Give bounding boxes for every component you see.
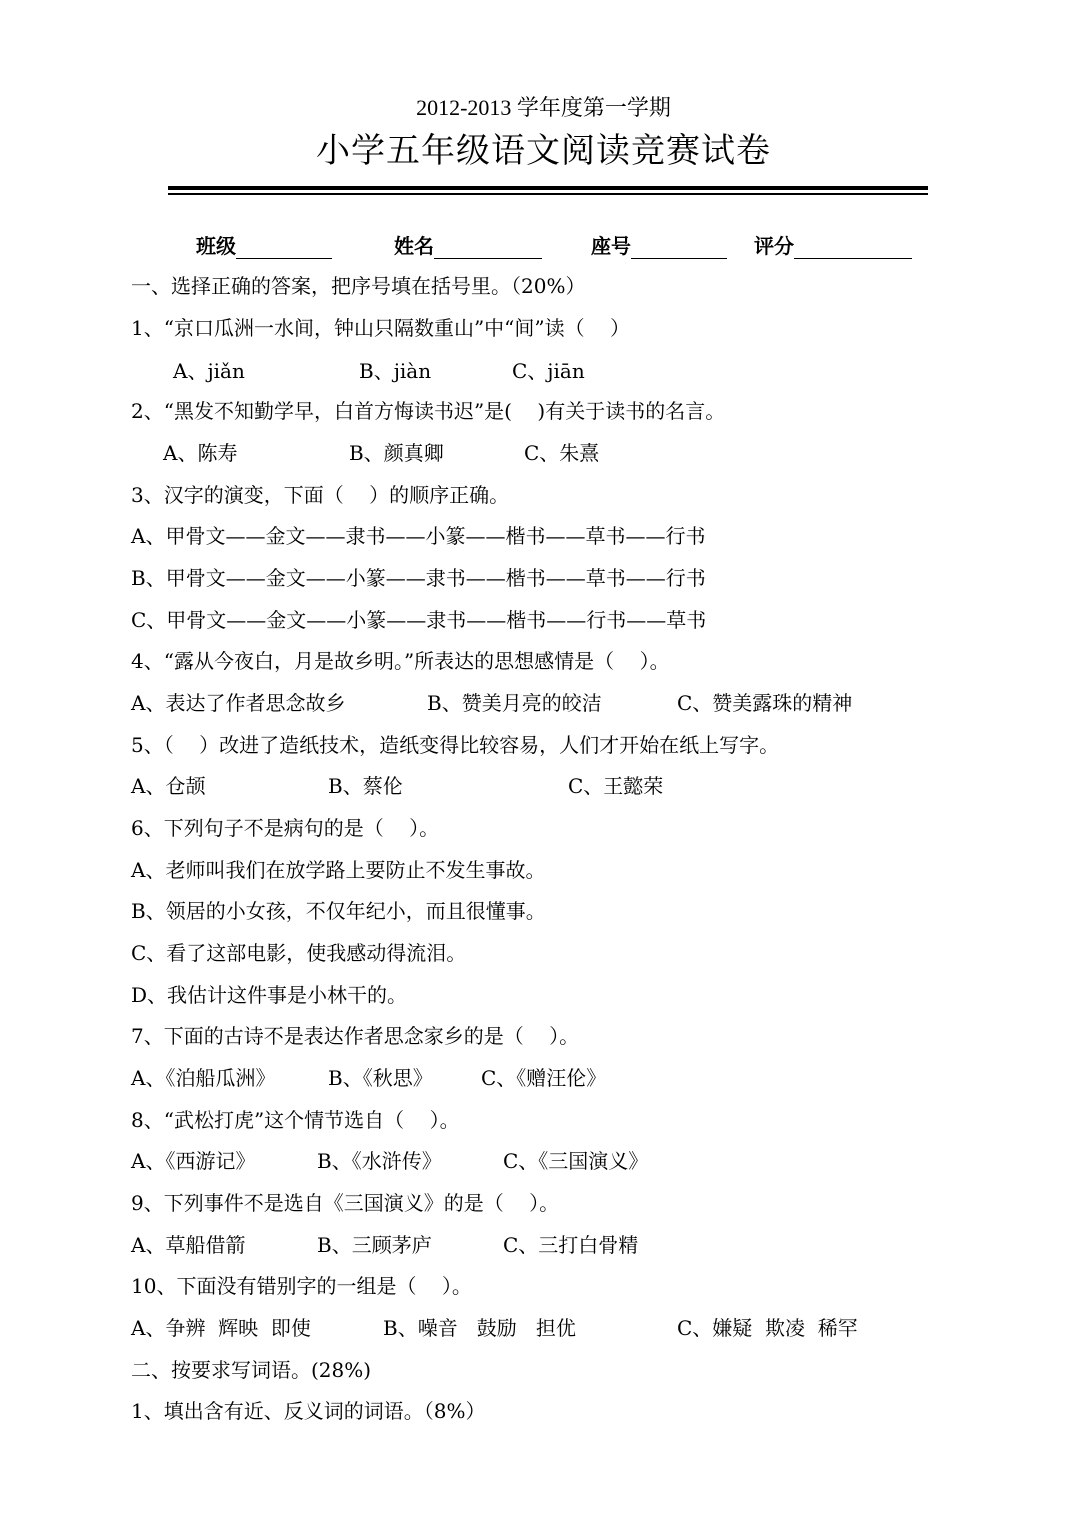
q9-option-a: A、草船借箭 <box>131 1233 246 1257</box>
section-1-heading: 一、选择正确的答案，把序号填在括号里。（20%） <box>131 274 586 298</box>
score-label: 评分 <box>754 234 794 258</box>
seat-label: 座号 <box>591 234 631 258</box>
question-2: 2、“黑发不知勤学早，白首方悔读书迟”是( )有关于读书的名言。 <box>131 399 726 423</box>
section-2-question-1: 1、填出含有近、反义词的词语。（8%） <box>131 1399 486 1423</box>
question-4: 4、“露从今夜白，月是故乡明。”所表达的思想感情是（ ）。 <box>131 649 670 673</box>
exam-title: 小学五年级语文阅读竞赛试卷 <box>316 131 771 171</box>
class-label: 班级 <box>196 234 236 258</box>
q5-option-b: B、蔡伦 <box>328 774 403 798</box>
title-rule-thin <box>168 193 928 195</box>
question-6: 6、下列句子不是病句的是（ ）。 <box>131 816 440 840</box>
question-7: 7、下面的古诗不是表达作者思念家乡的是（ ）。 <box>131 1024 580 1048</box>
q6-option-b: B、领居的小女孩，不仅年纪小，而且很懂事。 <box>131 899 546 923</box>
q2-option-a: A、陈寿 <box>163 441 238 465</box>
q8-option-a: A、《西游记》 <box>131 1149 256 1173</box>
q10-option-c: C、嫌疑 欺凌 稀罕 <box>677 1316 858 1340</box>
q4-option-b: B、赞美月亮的皎洁 <box>427 691 602 715</box>
q1-option-a: A、jiǎn <box>173 359 245 383</box>
q9-option-c: C、三打白骨精 <box>503 1233 639 1257</box>
name-label: 姓名 <box>394 234 434 258</box>
q2-option-b: B、颜真卿 <box>349 441 444 465</box>
q8-option-c: C、《三国演义》 <box>503 1149 649 1173</box>
section-2-heading: 二、按要求写词语。(28%) <box>131 1358 372 1382</box>
score-field <box>754 230 912 259</box>
q4-option-c: C、赞美露珠的精神 <box>677 691 853 715</box>
q4-option-a: A、表达了作者思念故乡 <box>131 691 346 715</box>
q5-option-c: C、王懿荣 <box>568 774 664 798</box>
question-1: 1、“京口瓜洲一水间，钟山只隔数重山”中“间”读（ ） <box>131 316 631 340</box>
question-8: 8、“武松打虎”这个情节选自（ ）。 <box>131 1108 460 1132</box>
score-blank[interactable] <box>794 236 912 259</box>
q3-option-c: C、甲骨文——金文——小篆——隶书——楷书——行书——草书 <box>131 608 707 632</box>
class-field <box>196 230 332 259</box>
exam-subtitle: 2012-2013 学年度第一学期 <box>416 95 671 120</box>
class-blank[interactable] <box>236 236 332 259</box>
q10-option-a: A、争辨 辉映 即使 <box>131 1316 311 1340</box>
q3-option-b: B、甲骨文——金文——小篆——隶书——楷书——草书——行书 <box>131 566 706 590</box>
name-blank[interactable] <box>434 236 542 259</box>
q10-option-b: B、噪音 鼓励 担优 <box>383 1316 576 1340</box>
question-5: 5、（ ）改进了造纸技术，造纸变得比较容易，人们才开始在纸上写字。 <box>131 733 780 757</box>
q8-option-b: B、《水浒传》 <box>317 1149 442 1173</box>
q9-option-b: B、三顾茅庐 <box>317 1233 432 1257</box>
q6-option-d: D、我估计这件事是小林干的。 <box>131 983 408 1007</box>
q7-option-a: A、《泊船瓜洲》 <box>131 1066 276 1090</box>
q7-option-c: C、《赠汪伦》 <box>481 1066 607 1090</box>
q3-option-a: A、甲骨文——金文——隶书——小篆——楷书——草书——行书 <box>131 524 706 548</box>
seat-blank[interactable] <box>631 236 727 259</box>
q6-option-c: C、看了这部电影，使我感动得流泪。 <box>131 941 467 965</box>
q1-option-c: C、jiān <box>512 359 585 383</box>
question-9: 9、下列事件不是选自《三国演义》的是（ ）。 <box>131 1191 560 1215</box>
name-field <box>394 230 542 259</box>
title-rule-thick <box>168 186 928 190</box>
q6-option-a: A、老师叫我们在放学路上要防止不发生事故。 <box>131 858 546 882</box>
question-3: 3、汉字的演变，下面（ ）的顺序正确。 <box>131 483 510 507</box>
q7-option-b: B、《秋思》 <box>328 1066 433 1090</box>
q1-option-b: B、jiàn <box>359 359 432 383</box>
seat-field <box>591 230 727 259</box>
question-10: 10、下面没有错别字的一组是（ ）。 <box>131 1274 472 1298</box>
q5-option-a: A、仓颉 <box>131 774 206 798</box>
q2-option-c: C、朱熹 <box>524 441 600 465</box>
